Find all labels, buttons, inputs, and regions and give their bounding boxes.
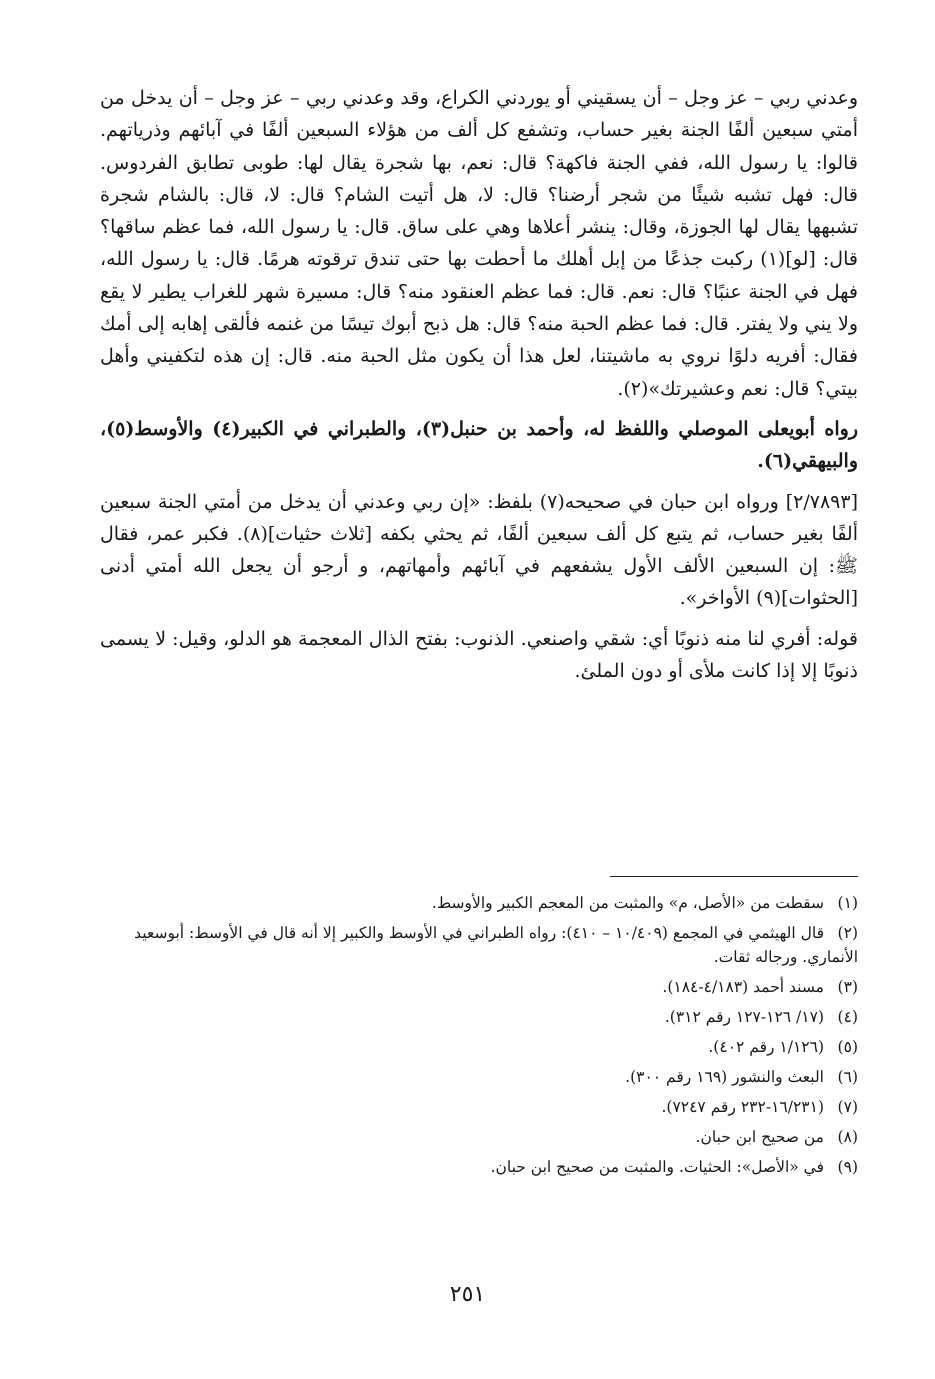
- ibn-hibban-paragraph: [٢/٧٨٩٣] ورواه ابن حبان في صحيحه(٧) بلفظ: «إن ربي وعدني أن يدخل من أمتي الجنة سبعين ألفًا بغير حساب، ثم يتبع كل ألف سبعين ألفًا، ثم يحثي بكفه [ثلاث حثيات](٨). فكبر عمر، فقال ﷺ: إن السبعين الألف الأول يشفعهم في آبائهم وأمهاتهم، و أرجو أن يجعل الله أمتي أدنى [الحثوات](٩) الأواخر».: [100, 490, 858, 610]
- footnotes-section: [100, 876, 858, 1185]
- footnote-3: (٣)مسند أحمد (٤/١٨٣-١٨٤).: [662, 978, 858, 996]
- footnote-8: (٨)من صحيح ابن حبان.: [695, 1128, 858, 1146]
- page-number: ٢٥١: [449, 1282, 486, 1307]
- footnote-1: (١)سقطت من «الأصل، م» والمثبت من المعجم الكبير والأوسط.: [431, 894, 858, 912]
- footnote-6: (٦)البعث والنشور (١٦٩ رقم ٣٠٠).: [625, 1068, 858, 1086]
- footnote-4: (٤)(١٧/ ١٢٦-١٢٧ رقم ٣١٢).: [664, 1008, 858, 1026]
- footnote-divider: [610, 876, 858, 877]
- footnote-9: (٩)في «الأصل»: الحثيات. والمثبت من صحيح ابن حبان.: [490, 1158, 858, 1176]
- explanation-paragraph: قوله: أفري لنا منه ذنوبًا أي: شقي واصنعي. الذنوب: بفتح الذال المعجمة هو الدلو، وقيل: لا يسمى ذنوبًا إلا إذا كانت ملأى أو دون الملئ.: [100, 627, 858, 683]
- narration-source: رواه أبويعلى الموصلي واللفظ له، وأحمد بن حنبل(٣)، والطبراني في الكبير(٤) والأوسط(٥)، والبيهقي(٦).: [100, 417, 858, 473]
- footnote-5: (٥)(١/١٢٦ رقم ٤٠٢).: [708, 1038, 858, 1056]
- footnote-2: (٢)قال الهيثمي في المجمع (١٠/٤٠٩ – ٤١٠): رواه الطبراني في الأوسط والكبير إلا أنه قال في الأوسط: أبوسعيد الأنماري. ورجاله ثقات.: [134, 924, 858, 966]
- main-text: [100, 82, 858, 687]
- hadith-paragraph: وعدني ربي – عز وجل – أن يسقيني أو يوردني الكراع، وقد وعدني ربي – عز وجل – أن يدخل من أمتي سبعين ألفًا الجنة بغير حساب، وتشفع كل ألف من هؤلاء السبعين ألفًا في آبائهم وذرياتهم. قالوا: يا رسول الله، ففي الجنة فاكهة؟ قال: نعم، بها شجرة يقال لها: طوبى تطابق الفردوس. قال: فهل تشبه شيئًا من شجر أرضنا؟ قال: لا، هل أتيت الشام؟ قال: لا، قال: بالشام شجرة تشبهها يقال لها الجوزة، وقال: ينشر أعلاها وهي على ساق. قال: يا رسول الله، فما عظم ساقها؟ قال: [لو](١) ركبت جذعًا من إبل أهلك ما أحطت بها حتى تندق ترقوته هرمًا. قال: يا رسول الله، فهل في الجنة عنبًا؟ قال: نعم. قال: فما عظم العنقود منه؟ قال: مسيرة شهر للغراب يطير لا يقع ولا يني ولا يفتر. قال: فما عظم الحبة منه؟ قال: هل ذبح أبوك تيسًا من غنمه فألقى إهابه إلى أمك فقال: أفريه دلوًا نروي به ماشيتنا، لعل هذا أن يكون مثل الحبة منه. قال: إن هذه لتكفيني وأهل بيتي؟ قال: نعم وعشيرتك»(٢).: [100, 87, 858, 400]
- footnote-7: (٧)(١٦/٢٣١-٢٣٢ رقم ٧٢٤٧).: [661, 1098, 858, 1116]
